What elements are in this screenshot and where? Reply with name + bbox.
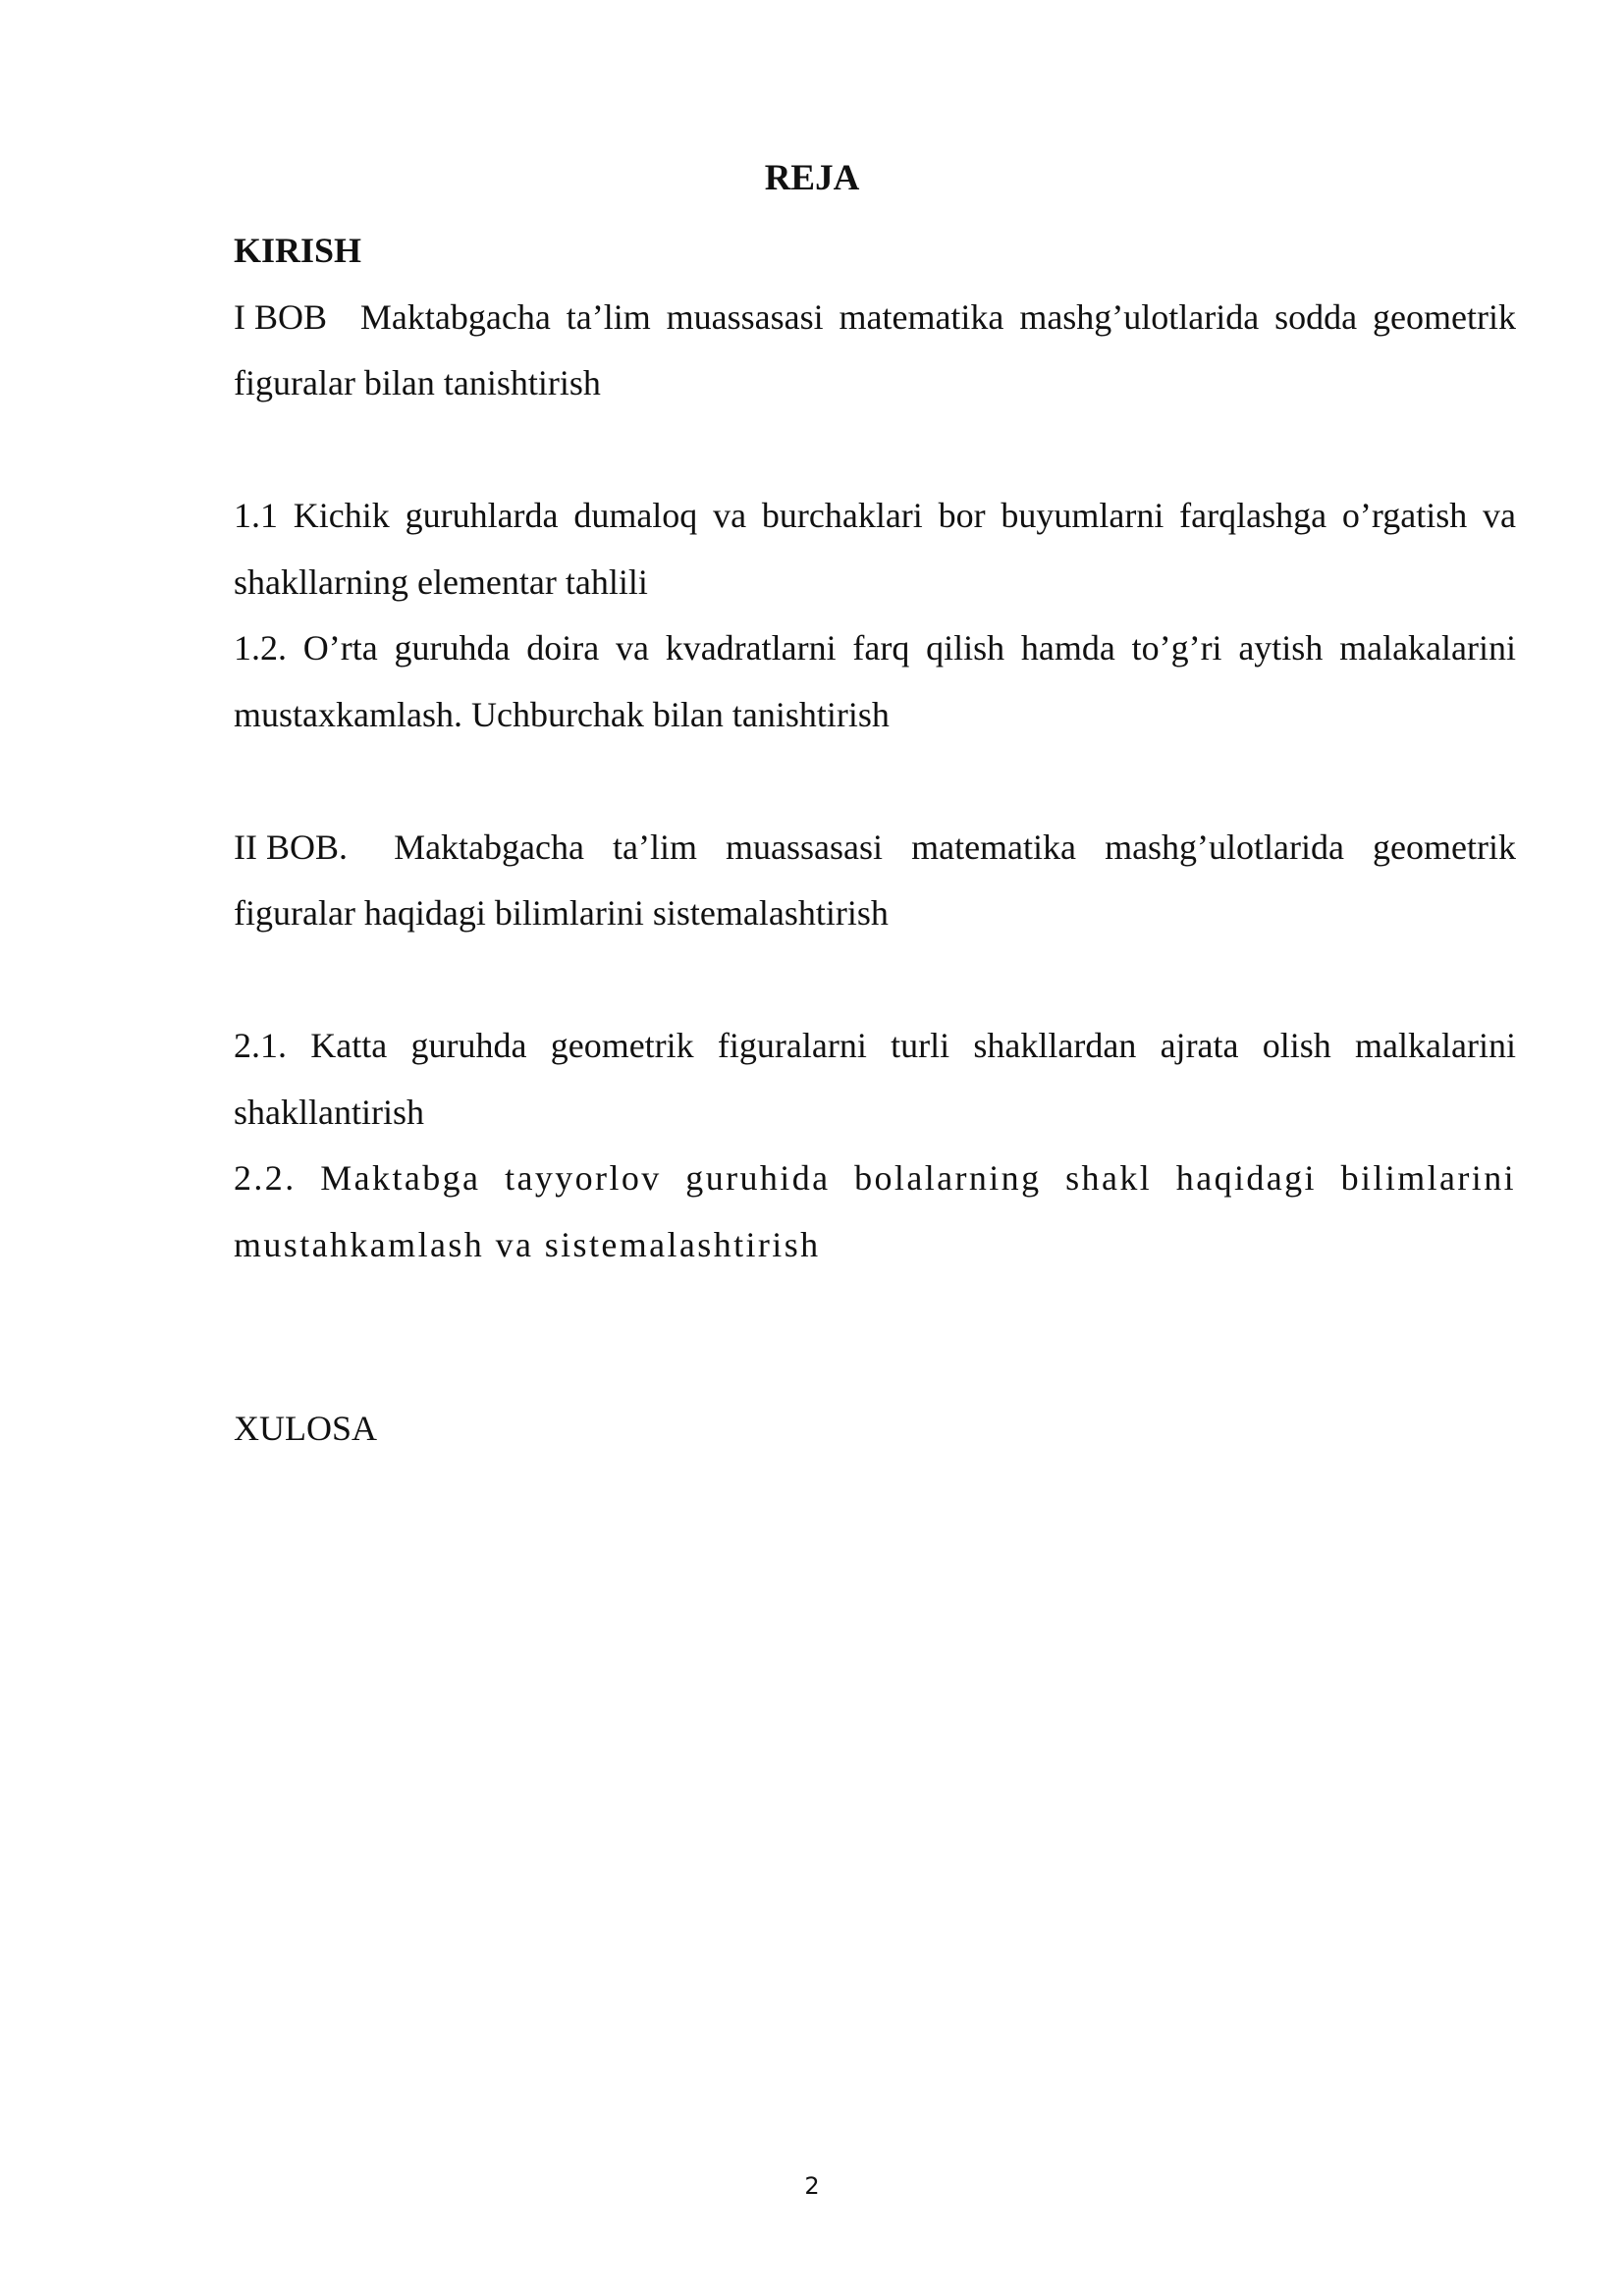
section-1-1-entry: 1.1 Kichik guruhlarda dumaloq va burchaklari bor buyumlarni farqlashga o’rgatish va shakllarning elementar tahlili: [234, 496, 1516, 602]
section-1-2-entry: 1.2. O’rta guruhda doira va kvadratlarni farq qilish hamda to’g’ri aytish malakalarini mustaxkamlash. Uchburchak bilan tanishtirish: [234, 628, 1516, 734]
table-of-contents: [234, 218, 1516, 1463]
chapter-2-title: Maktabgacha ta’lim muassasasi matematika mashg’ulotlarida geometrik figuralar haqidagi bilimlarini sistemalashtirish: [234, 827, 1516, 933]
chapter-2-entry: [234, 815, 1516, 947]
section-2-2-entry: 2.2. Maktabga tayyorlov guruhida bolalarning shakl haqidagi bilimlarini mustahkamlash va sistemalashtirish: [234, 1158, 1516, 1264]
section-2-1-entry: 2.1. Katta guruhda geometrik figuralarni turli shakllardan ajrata olish malkalarini shakllantirish: [234, 1026, 1516, 1132]
spacer: [234, 947, 1516, 1014]
chapter-2-label: II BOB.: [234, 827, 348, 867]
intro-heading: KIRISH: [234, 231, 362, 270]
chapter-1-entry: [234, 285, 1516, 417]
chapter-1-label: I BOB: [234, 296, 328, 337]
page-number: 2: [804, 2172, 820, 2200]
page-title: REJA: [764, 158, 860, 198]
spacer: [234, 748, 1516, 815]
chapter-1-title: Maktabgacha ta’lim muassasasi matematika mashg’ulotlarida sodda geometrik figuralar bilan tanishtirish: [234, 296, 1516, 402]
conclusion-heading: XULOSA: [234, 1409, 378, 1448]
spacer: [234, 417, 1516, 484]
spacer: [234, 1278, 1516, 1396]
